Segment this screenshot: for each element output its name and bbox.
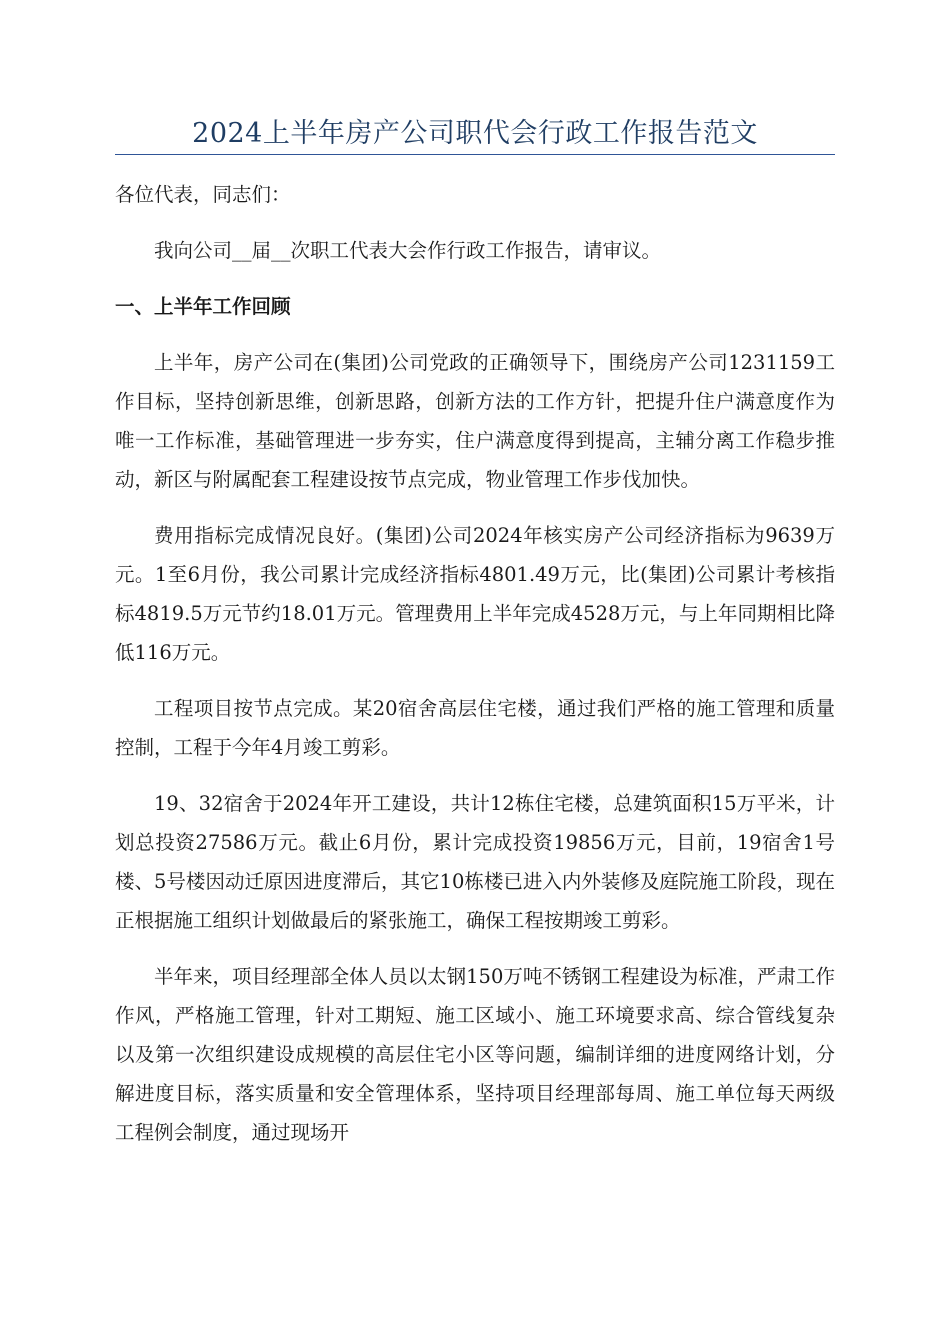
section-heading: 一、上半年工作回顾 <box>115 295 291 318</box>
title-underline <box>115 154 835 155</box>
document-title: 2024上半年房产公司职代会行政工作报告范文 <box>192 118 758 149</box>
body-paragraph: 半年来，项目经理部全体人员以太钢150万吨不锈钢工程建设为标准，严肃工作作风，严格施工管理，针对工期短、施工区域小、施工环境要求高、综合管线复杂以及第一次组织建设成规模的高层住宅小区等问题，编制详细的进度网络计划，分解进度目标，落实质量和安全管理体系，坚持项目经理部每周、施工单位每天两级工程例会制度，通过现场开 <box>115 965 835 1144</box>
document-body <box>115 175 835 1169</box>
opening-paragraph: 我向公司__届__次职工代表大会作行政工作报告，请审议。 <box>154 239 662 262</box>
body-paragraph: 19、32宿舍于2024年开工建设，共计12栋住宅楼，总建筑面积15万平米，计划总投资27586万元。截止6月份，累计完成投资19856万元，目前，19宿舍1号楼、5号楼因动迁原因进度滞后，其它10栋楼已进入内外装修及庭院施工阶段，现在正根据施工组织计划做最后的紧张施工，确保工程按期竣工剪彩。 <box>115 792 835 932</box>
salutation: 各位代表，同志们： <box>115 183 291 206</box>
body-paragraph: 上半年，房产公司在(集团)公司党政的正确领导下，围绕房产公司1231159工作目标，坚持创新思维，创新思路，创新方法的工作方针，把提升住户满意度作为唯一工作标准，基础管理进一步夯实，住户满意度得到提高，主辅分离工作稳步推动，新区与附属配套工程建设按节点完成，物业管理工作步伐加快。 <box>115 351 835 491</box>
body-paragraph: 费用指标完成情况良好。(集团)公司2024年核实房产公司经济指标为9639万元。1至6月份，我公司累计完成经济指标4801.49万元，比(集团)公司累计考核指标4819.5万元节约18.01万元。管理费用上半年完成4528万元，与上年同期相比降低116万元。 <box>115 524 835 664</box>
body-paragraph: 工程项目按节点完成。某20宿舍高层住宅楼，通过我们严格的施工管理和质量控制，工程于今年4月竣工剪彩。 <box>115 697 835 759</box>
